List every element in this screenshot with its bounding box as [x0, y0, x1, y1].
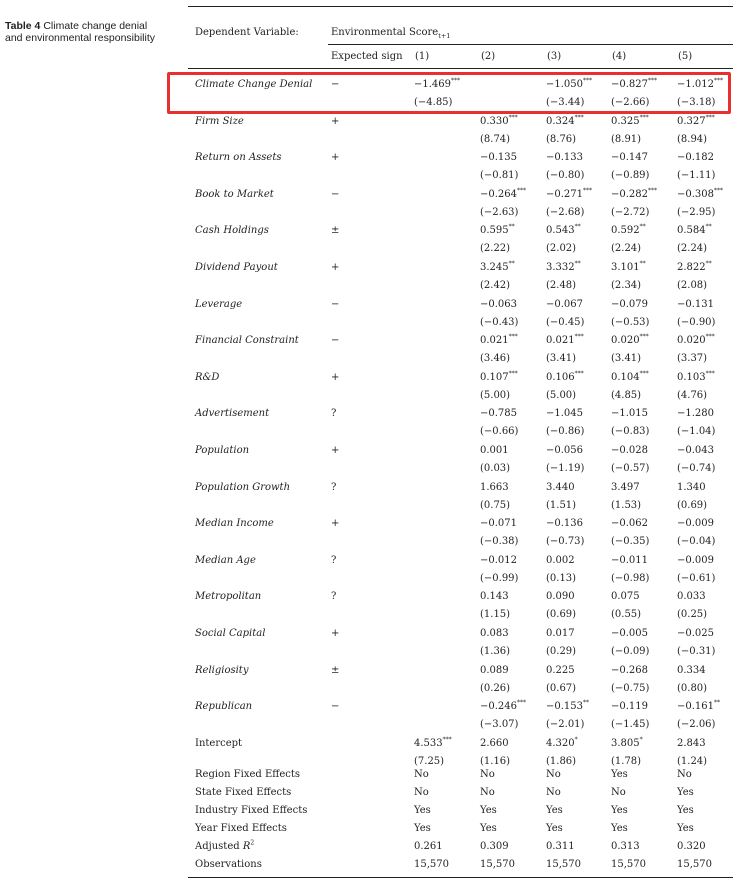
coefficient: −0.009 — [677, 554, 715, 566]
t-statistic: (−0.66) — [480, 426, 519, 438]
t-statistic: (2.24) — [611, 243, 642, 255]
t-statistic: (2.22) — [480, 243, 511, 255]
coefficient: −0.063 — [480, 298, 518, 310]
t-statistic: (−0.04) — [677, 536, 716, 548]
variable-name: Population Growth — [195, 481, 291, 493]
table-caption — [5, 20, 155, 44]
coefficient: −1.012*** — [677, 77, 724, 90]
coefficient: 4.533*** — [414, 736, 452, 749]
t-statistic: (0.67) — [546, 682, 577, 694]
coefficient: −0.011 — [611, 554, 649, 566]
footer-value: Yes — [611, 769, 628, 780]
variable-name: Median Income — [195, 518, 274, 530]
coefficient: 3.805* — [611, 736, 643, 749]
expected-sign: + — [331, 445, 340, 456]
t-statistic: (0.26) — [480, 682, 511, 694]
t-statistic: (−2.01) — [546, 719, 585, 731]
coefficient: 2.660 — [480, 737, 509, 749]
t-statistic: (1.78) — [611, 755, 642, 767]
t-statistic: (−4.85) — [414, 97, 453, 108]
coefficient: 0.089 — [480, 664, 509, 676]
t-statistic: (−2.95) — [677, 206, 716, 218]
t-statistic: (−0.89) — [611, 170, 650, 182]
t-statistic: (1.86) — [546, 755, 577, 767]
column-header: (3) — [547, 51, 562, 62]
t-statistic: (1.24) — [677, 755, 708, 767]
footer-label: Adjusted $R^2$ — [195, 839, 255, 852]
expected-sign: − — [331, 79, 340, 90]
footer-value: 15,570 — [546, 859, 581, 870]
coefficient: −0.182 — [677, 152, 715, 164]
t-statistic: (−0.45) — [546, 316, 585, 328]
top-rule — [188, 6, 733, 7]
expected-sign: ? — [331, 554, 337, 566]
coefficient: 0.104*** — [611, 370, 649, 383]
variable-name: Climate Change Denial — [195, 79, 313, 90]
coefficient: −0.012 — [480, 554, 518, 566]
expected-sign: ? — [331, 408, 337, 420]
coefficient: −0.062 — [611, 518, 649, 530]
t-statistic: (2.08) — [677, 280, 708, 291]
t-statistic: (5.00) — [480, 389, 511, 401]
coefficient: 2.822** — [677, 260, 712, 273]
coefficient: −0.161** — [677, 699, 721, 713]
t-statistic: (−3.07) — [480, 719, 519, 731]
t-statistic: (−0.57) — [611, 463, 650, 474]
t-statistic: (8.76) — [546, 133, 577, 145]
t-statistic: (3.41) — [546, 353, 577, 365]
footer-value: No — [414, 769, 429, 780]
expected-sign: + — [331, 115, 340, 127]
coefficient: −0.079 — [611, 298, 649, 310]
coefficient: −1.469*** — [414, 77, 461, 90]
coefficient: −0.153** — [546, 699, 590, 713]
t-statistic: (−0.31) — [677, 646, 716, 657]
coefficient: −0.147 — [611, 152, 649, 164]
variable-name: Metropolitan — [195, 591, 262, 603]
bottom-rule — [188, 877, 733, 878]
expected-sign: + — [331, 371, 340, 383]
footer-label: Industry Fixed Effects — [195, 805, 308, 816]
t-statistic: (8.94) — [677, 133, 708, 145]
coefficient: −0.133 — [546, 152, 584, 164]
expected-sign: ± — [331, 664, 340, 676]
t-statistic: (2.02) — [546, 243, 577, 255]
coefficient: 0.090 — [546, 591, 575, 603]
footer-label: Region Fixed Effects — [195, 769, 301, 780]
dependent-variable-label: Dependent Variable: — [195, 27, 299, 38]
coefficient: −0.827*** — [611, 77, 658, 90]
coefficient: −0.028 — [611, 445, 649, 456]
t-statistic: (−0.38) — [480, 536, 519, 548]
t-statistic: (−0.80) — [546, 170, 585, 182]
footer-value: Yes — [480, 805, 497, 816]
t-statistic: (2.34) — [611, 280, 642, 291]
coefficient: −1.280 — [677, 408, 715, 420]
variable-name: Dividend Payout — [195, 262, 278, 273]
variable-name: R&D — [195, 371, 220, 383]
t-statistic: (−0.90) — [677, 316, 716, 328]
footer-value: No — [546, 787, 561, 798]
t-statistic: (3.41) — [611, 353, 642, 365]
coefficient: 1.663 — [480, 481, 509, 493]
t-statistic: (−0.73) — [546, 536, 585, 548]
footer-value: No — [480, 787, 495, 798]
column-header: (2) — [481, 51, 496, 62]
coefficient: −0.056 — [546, 445, 584, 456]
t-statistic: (2.48) — [546, 280, 577, 291]
t-statistic: (−0.35) — [611, 536, 650, 548]
coefficient: 0.020*** — [677, 333, 715, 347]
footer-value: 0.313 — [611, 841, 640, 852]
t-statistic: (3.46) — [480, 353, 511, 365]
t-statistic: (0.80) — [677, 682, 708, 694]
variable-name: Intercept — [195, 737, 243, 749]
variable-name: Advertisement — [195, 408, 270, 420]
coefficient: 0.020*** — [611, 333, 649, 347]
t-statistic: (−0.99) — [480, 572, 519, 584]
t-statistic: (−0.53) — [611, 316, 650, 328]
coefficient: −1.015 — [611, 408, 649, 420]
coefficient: 0.033 — [677, 591, 706, 603]
expected-sign-header: Expected sign — [331, 51, 403, 62]
footer-value: Yes — [677, 787, 694, 798]
t-statistic: (−2.63) — [480, 206, 519, 218]
t-statistic: (−0.74) — [677, 463, 716, 474]
coefficient: 3.101** — [611, 260, 646, 273]
coefficient: 4.320* — [546, 736, 578, 749]
variable-name: Median Age — [195, 554, 256, 566]
coefficient: −0.005 — [611, 628, 649, 639]
table-number: Table 4 — [5, 20, 41, 32]
coefficient: −0.025 — [677, 628, 715, 639]
t-statistic: (1.53) — [611, 499, 642, 511]
t-statistic: (−2.72) — [611, 206, 650, 218]
t-statistic: (−0.09) — [611, 646, 650, 657]
coefficient: −0.119 — [611, 701, 649, 713]
coefficient: −0.136 — [546, 518, 584, 530]
table-title: Climate change denial and environmental responsibility — [5, 20, 155, 44]
t-statistic: (−1.11) — [677, 170, 716, 182]
coefficient: −1.050*** — [546, 77, 593, 90]
coefficient: 0.334 — [677, 664, 706, 676]
coefficient: 0.021*** — [480, 333, 518, 347]
footer-label: State Fixed Effects — [195, 787, 292, 798]
coefficient: 0.106*** — [546, 370, 584, 383]
t-statistic: (−1.04) — [677, 426, 716, 438]
header-sub-rule — [328, 44, 733, 45]
expected-sign: − — [331, 298, 340, 310]
t-statistic: (8.91) — [611, 133, 642, 145]
variable-name: Republican — [195, 701, 253, 713]
t-statistic: (0.29) — [546, 646, 577, 657]
footer-value: No — [677, 769, 692, 780]
t-statistic: (7.25) — [414, 755, 445, 767]
coefficient: 0.143 — [480, 591, 509, 603]
t-statistic: (0.25) — [677, 609, 708, 621]
t-statistic: (−3.44) — [546, 97, 585, 108]
expected-sign: − — [331, 335, 340, 347]
coefficient: −0.246*** — [480, 699, 527, 713]
t-statistic: (1.16) — [480, 755, 511, 767]
t-statistic: (−0.86) — [546, 426, 585, 438]
coefficient: 0.330*** — [480, 114, 518, 127]
column-header: (1) — [415, 51, 430, 62]
footer-value: 0.320 — [677, 841, 706, 852]
expected-sign: ? — [331, 591, 337, 603]
t-statistic: (5.00) — [546, 389, 577, 401]
footer-label: Year Fixed Effects — [195, 823, 287, 834]
coefficient: 0.592** — [611, 224, 646, 237]
expected-sign: − — [331, 188, 340, 200]
t-statistic: (1.51) — [546, 499, 577, 511]
t-statistic: (2.42) — [480, 280, 511, 291]
expected-sign: + — [331, 518, 340, 530]
variable-name: Social Capital — [195, 628, 266, 639]
coefficient: 0.083 — [480, 628, 509, 639]
coefficient: 0.002 — [546, 554, 575, 566]
t-statistic: (−2.66) — [611, 97, 650, 108]
t-statistic: (0.55) — [611, 609, 642, 621]
footer-value: Yes — [677, 823, 694, 834]
expected-sign: + — [331, 152, 340, 164]
variable-name: Religiosity — [195, 664, 249, 676]
header-rule — [188, 68, 733, 69]
variable-name: Firm Size — [195, 115, 244, 127]
coefficient: 0.103*** — [677, 370, 715, 383]
footer-value: 15,570 — [611, 859, 646, 870]
coefficient: −0.271*** — [546, 187, 593, 200]
footer-value: 0.309 — [480, 841, 509, 852]
footer-value: 15,570 — [480, 859, 515, 870]
footer-value: 15,570 — [414, 859, 449, 870]
coefficient: 1.340 — [677, 481, 706, 493]
coefficient: −0.043 — [677, 445, 715, 456]
t-statistic: (4.76) — [677, 389, 708, 401]
footer-value: 15,570 — [677, 859, 712, 870]
coefficient: 3.440 — [546, 481, 575, 493]
t-statistic: (−2.06) — [677, 719, 716, 731]
coefficient: 0.543** — [546, 224, 581, 237]
coefficient: −0.308*** — [677, 187, 724, 200]
coefficient: 3.245** — [480, 260, 515, 273]
coefficient: −0.067 — [546, 298, 584, 310]
variable-name: Return on Assets — [195, 152, 282, 164]
t-statistic: (−0.98) — [611, 572, 650, 584]
footer-value: No — [414, 787, 429, 798]
coefficient: −0.264*** — [480, 187, 527, 200]
t-statistic: (−2.68) — [546, 206, 585, 218]
t-statistic: (2.24) — [677, 243, 708, 255]
footer-value: Yes — [546, 823, 563, 834]
t-statistic: (3.37) — [677, 353, 708, 365]
t-statistic: (−1.45) — [611, 719, 650, 731]
t-statistic: (−0.43) — [480, 316, 519, 328]
t-statistic: (4.85) — [611, 389, 642, 401]
t-statistic: (−3.18) — [677, 97, 716, 108]
footer-value: Yes — [677, 805, 694, 816]
footer-value: Yes — [611, 823, 628, 834]
coefficient: 0.324*** — [546, 114, 584, 127]
t-statistic: (−1.19) — [546, 463, 585, 474]
variable-name: Book to Market — [195, 188, 274, 200]
t-statistic: (−0.61) — [677, 572, 716, 584]
variable-name: Cash Holdings — [195, 225, 269, 237]
coefficient: −0.009 — [677, 518, 715, 530]
t-statistic: (0.13) — [546, 572, 577, 584]
footer-value: No — [480, 769, 495, 780]
coefficient: −0.282*** — [611, 187, 658, 200]
coefficient: 0.595** — [480, 224, 515, 237]
variable-name: Population — [195, 445, 250, 456]
t-statistic: (−0.83) — [611, 426, 650, 438]
expected-sign: + — [331, 262, 340, 273]
t-statistic: (−0.81) — [480, 170, 519, 182]
variable-name: Leverage — [195, 298, 243, 310]
t-statistic: (0.75) — [480, 499, 511, 511]
coefficient: −0.135 — [480, 152, 518, 164]
footer-value: No — [546, 769, 561, 780]
coefficient: 2.843 — [677, 737, 706, 749]
footer-value: Yes — [414, 823, 431, 834]
coefficient: 0.325*** — [611, 114, 649, 127]
variable-name: Financial Constraint — [195, 335, 299, 347]
dependent-variable-value: Environmental Score$_{t+1}$ — [331, 27, 451, 40]
footer-value: Yes — [546, 805, 563, 816]
coefficient: 0.584** — [677, 224, 712, 237]
coefficient: 0.107*** — [480, 370, 518, 383]
coefficient: −0.131 — [677, 298, 715, 310]
coefficient: 0.225 — [546, 664, 575, 676]
column-header: (4) — [612, 51, 627, 62]
expected-sign: ± — [331, 225, 340, 237]
coefficient: 0.001 — [480, 445, 509, 456]
footer-value: Yes — [414, 805, 431, 816]
coefficient: −1.045 — [546, 408, 584, 420]
coefficient: −0.785 — [480, 408, 518, 420]
expected-sign: ? — [331, 481, 337, 493]
footer-value: Yes — [480, 823, 497, 834]
coefficient: −0.071 — [480, 518, 518, 530]
coefficient: 0.075 — [611, 591, 640, 603]
coefficient: 0.327*** — [677, 114, 715, 127]
column-header: (5) — [678, 51, 693, 62]
t-statistic: (−0.75) — [611, 682, 650, 694]
coefficient: −0.268 — [611, 664, 649, 676]
t-statistic: (0.69) — [677, 499, 708, 511]
coefficient: 0.017 — [546, 628, 575, 639]
t-statistic: (0.69) — [546, 609, 577, 621]
t-statistic: (1.15) — [480, 609, 511, 621]
t-statistic: (1.36) — [480, 646, 511, 657]
coefficient: 3.497 — [611, 481, 640, 493]
footer-value: Yes — [611, 805, 628, 816]
coefficient: 0.021*** — [546, 333, 584, 347]
footer-label: Observations — [195, 859, 262, 870]
footer-value: 0.261 — [414, 841, 443, 852]
footer-value: 0.311 — [546, 841, 575, 852]
coefficient: 3.332** — [546, 260, 581, 273]
expected-sign: + — [331, 628, 340, 639]
footer-value: No — [611, 787, 626, 798]
t-statistic: (0.03) — [480, 463, 511, 474]
expected-sign: − — [331, 701, 340, 713]
t-statistic: (8.74) — [480, 133, 511, 145]
